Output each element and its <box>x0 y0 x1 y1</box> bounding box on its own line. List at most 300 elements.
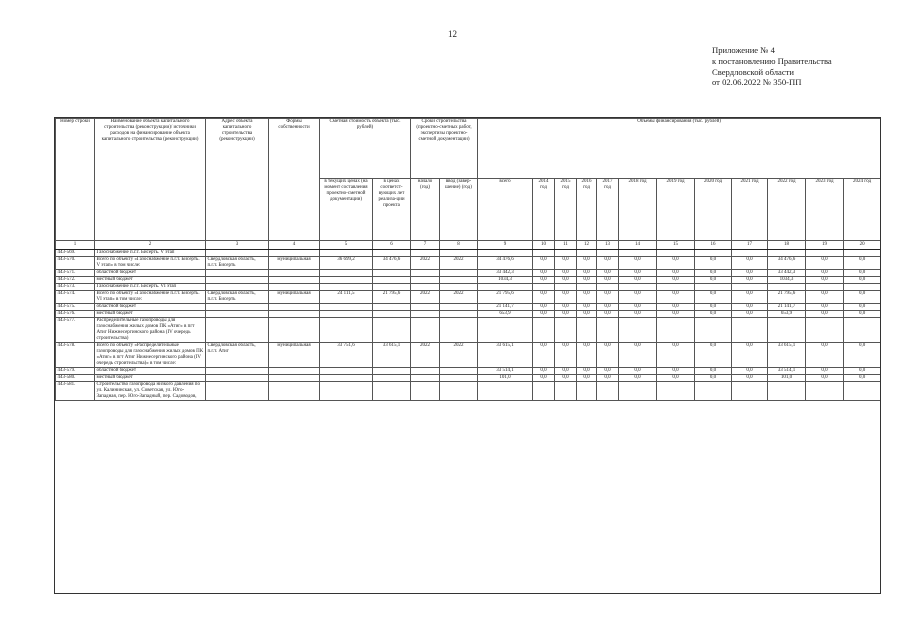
year-value-cell <box>657 284 695 291</box>
total-cell: 21 141,7 <box>478 304 533 311</box>
year-value-cell: 0,0 <box>597 343 619 368</box>
year-value-cell <box>619 382 657 401</box>
year-value-cell: 0,0 <box>533 304 555 311</box>
year-value-cell <box>695 284 732 291</box>
header-year: 2022 год <box>768 179 806 241</box>
row-number-cell: 443-570. <box>56 257 95 270</box>
header-year: 2015 год <box>555 179 577 241</box>
column-number: 1 <box>56 241 95 250</box>
total-cell <box>478 318 533 343</box>
total-cell <box>478 382 533 401</box>
year-value-cell <box>732 250 768 257</box>
header-total: всего <box>478 179 533 241</box>
financing-table-container <box>54 117 881 594</box>
address-cell: Свердловская область, п.г.т. Бисерть <box>206 291 269 304</box>
address-cell: Свердловская область, п.г.т. Атиг <box>206 343 269 368</box>
year-value-cell <box>806 318 844 343</box>
column-number: 15 <box>657 241 695 250</box>
year-value-cell <box>577 382 597 401</box>
appendix-line: от 02.06.2022 № 350-ПП <box>712 77 802 88</box>
year-value-cell: 0,0 <box>732 291 768 304</box>
year-value-cell: 0,0 <box>695 343 732 368</box>
year-value-cell <box>597 250 619 257</box>
year-value-cell: 0,0 <box>732 311 768 318</box>
total-cell: 33 615,1 <box>478 343 533 368</box>
year-value-cell: 0,0 <box>577 368 597 375</box>
year-value-cell: 0,0 <box>695 291 732 304</box>
address-cell <box>206 250 269 257</box>
cost-reality-cell <box>373 375 411 382</box>
cost-reality-cell: 34 476,6 <box>373 257 411 270</box>
year-value-cell: 0,0 <box>577 311 597 318</box>
year-value-cell <box>844 318 881 343</box>
cost-reality-cell <box>373 277 411 284</box>
header-object-name: Наименование объекта капитального строительства (реконструкции)/ источники расходов на финансирование объекта капитального строительства (реконструкции) <box>95 119 206 241</box>
year-value-cell: 0,0 <box>555 343 577 368</box>
year-value-cell: 0,0 <box>844 270 881 277</box>
total-cell <box>478 250 533 257</box>
year-value-cell: 0,0 <box>695 375 732 382</box>
object-name-cell: областной бюджет <box>95 304 206 311</box>
start-year-cell <box>411 311 440 318</box>
appendix-heading <box>712 45 897 88</box>
header-estimated-cost: Сметная стоимость объекта (тыс. рублей) <box>320 119 411 179</box>
cost-reality-cell <box>373 368 411 375</box>
table-row <box>56 375 881 382</box>
year-value-cell <box>555 382 577 401</box>
year-value-cell: 0,0 <box>657 343 695 368</box>
start-year-cell <box>411 277 440 284</box>
start-year-cell <box>411 382 440 401</box>
year-value-cell: 0,0 <box>619 375 657 382</box>
year-value-cell: 0,0 <box>695 304 732 311</box>
year-value-cell <box>533 250 555 257</box>
year-value-cell <box>533 284 555 291</box>
row-number-cell: 443-569. <box>56 250 95 257</box>
appendix-line: к постановлению Правительства <box>712 55 832 66</box>
header-ownership: Формы собственности <box>269 119 320 241</box>
column-number: 14 <box>619 241 657 250</box>
ownership-cell <box>269 311 320 318</box>
year-value-cell: 0,0 <box>806 375 844 382</box>
total-cell: 101,0 <box>478 375 533 382</box>
year-value-cell: 0,0 <box>695 311 732 318</box>
year-value-cell: 0,0 <box>619 277 657 284</box>
column-number: 7 <box>411 241 440 250</box>
header-address: Адрес объекта капитального строительства (реконструкции) <box>206 119 269 241</box>
address-cell <box>206 311 269 318</box>
year-value-cell: 0,0 <box>597 257 619 270</box>
object-name-cell: Распределительные газопроводы для газоснабжения жилых домов ПК «Атиг» в пгт Атиг Нижнесергинского района (IV очередь строительства) <box>95 318 206 343</box>
year-value-cell <box>577 284 597 291</box>
table-header <box>56 119 881 241</box>
year-value-cell: 0,0 <box>844 343 881 368</box>
year-value-cell <box>597 284 619 291</box>
year-value-cell <box>768 250 806 257</box>
year-value-cell <box>597 318 619 343</box>
ownership-cell <box>269 270 320 277</box>
year-value-cell: 0,0 <box>695 368 732 375</box>
year-value-cell: 0,0 <box>844 277 881 284</box>
cost-current-cell <box>320 368 373 375</box>
year-value-cell: 0,0 <box>577 291 597 304</box>
table-row <box>56 270 881 277</box>
year-value-cell: 33 442,3 <box>768 270 806 277</box>
column-number: 9 <box>478 241 533 250</box>
address-cell <box>206 368 269 375</box>
year-value-cell: 0,0 <box>732 304 768 311</box>
year-value-cell: 0,0 <box>577 257 597 270</box>
year-value-cell <box>619 318 657 343</box>
header-cost-reality: в ценах соответст-вующих лет реализа-ции проекта <box>373 179 411 241</box>
object-name-cell: местный бюджет <box>95 277 206 284</box>
start-year-cell <box>411 284 440 291</box>
end-year-cell <box>440 284 478 291</box>
end-year-cell: 2022 <box>440 291 478 304</box>
year-value-cell <box>533 382 555 401</box>
year-value-cell <box>619 250 657 257</box>
object-name-cell: Всего по объекту «Распределительные газопроводы для газоснабжения жилых домов ПК «Атиг» в пгт Атиг Нижнесергинского района (IV очередь строительства)» в том числе: <box>95 343 206 368</box>
year-value-cell: 653,9 <box>768 311 806 318</box>
year-value-cell: 0,0 <box>597 375 619 382</box>
year-value-cell: 0,0 <box>844 291 881 304</box>
year-value-cell: 0,0 <box>619 368 657 375</box>
year-value-cell: 0,0 <box>844 368 881 375</box>
year-value-cell: 101,0 <box>768 375 806 382</box>
year-value-cell: 0,0 <box>597 291 619 304</box>
year-value-cell: 0,0 <box>555 368 577 375</box>
year-value-cell: 0,0 <box>577 304 597 311</box>
column-number: 4 <box>269 241 320 250</box>
table-row <box>56 343 881 368</box>
address-cell <box>206 382 269 401</box>
column-number: 18 <box>768 241 806 250</box>
year-value-cell: 0,0 <box>695 257 732 270</box>
year-value-cell: 0,0 <box>732 368 768 375</box>
object-name-cell: Газоснабжение п.г.т. Бисерть. V этап <box>95 250 206 257</box>
year-value-cell <box>732 284 768 291</box>
year-value-cell: 0,0 <box>577 375 597 382</box>
column-number: 20 <box>844 241 881 250</box>
total-cell: 33 514,1 <box>478 368 533 375</box>
column-number: 12 <box>577 241 597 250</box>
year-value-cell: 0,0 <box>533 375 555 382</box>
cost-reality-cell <box>373 304 411 311</box>
cost-reality-cell <box>373 270 411 277</box>
year-value-cell: 0,0 <box>597 277 619 284</box>
year-value-cell: 0,0 <box>555 375 577 382</box>
object-name-cell: местный бюджет <box>95 375 206 382</box>
year-value-cell: 0,0 <box>533 257 555 270</box>
cost-current-cell <box>320 304 373 311</box>
year-value-cell: 0,0 <box>657 291 695 304</box>
year-value-cell: 0,0 <box>657 375 695 382</box>
header-year: 2021 год <box>732 179 768 241</box>
row-number-cell: 443-576. <box>56 311 95 318</box>
table-row <box>56 304 881 311</box>
year-value-cell: 0,0 <box>533 270 555 277</box>
header-terms: Сроки строительства (проектно-сметных работ, экспертизы проектно-сметной документации) <box>411 119 478 179</box>
table-row <box>56 318 881 343</box>
cost-reality-cell <box>373 250 411 257</box>
header-funding: Объемы финансирования (тыс. рублей) <box>478 119 881 179</box>
address-cell: Свердловская область, п.г.т. Бисерть <box>206 257 269 270</box>
year-value-cell <box>695 382 732 401</box>
year-value-cell: 0,0 <box>577 343 597 368</box>
header-year: 2016 год <box>577 179 597 241</box>
cost-current-cell <box>320 382 373 401</box>
year-value-cell: 0,0 <box>577 270 597 277</box>
year-value-cell: 0,0 <box>806 311 844 318</box>
year-value-cell <box>732 318 768 343</box>
year-value-cell <box>768 382 806 401</box>
year-value-cell: 0,0 <box>732 375 768 382</box>
year-value-cell <box>806 284 844 291</box>
year-value-cell: 0,0 <box>657 304 695 311</box>
year-value-cell <box>844 382 881 401</box>
year-value-cell: 0,0 <box>597 311 619 318</box>
year-value-cell: 0,0 <box>732 343 768 368</box>
start-year-cell: 2022 <box>411 257 440 270</box>
table-row <box>56 284 881 291</box>
column-number: 3 <box>206 241 269 250</box>
year-value-cell <box>657 250 695 257</box>
total-cell: 33 442,3 <box>478 270 533 277</box>
total-cell <box>478 284 533 291</box>
end-year-cell <box>440 311 478 318</box>
start-year-cell: 2022 <box>411 343 440 368</box>
header-year: 2019 год <box>657 179 695 241</box>
column-number: 8 <box>440 241 478 250</box>
year-value-cell <box>806 382 844 401</box>
object-name-cell: Всего по объекту «Газоснабжение п.г.т. Бисерть. V этап» в том числе: <box>95 257 206 270</box>
year-value-cell: 0,0 <box>619 311 657 318</box>
row-number-cell: 443-580. <box>56 375 95 382</box>
address-cell <box>206 270 269 277</box>
year-value-cell <box>619 284 657 291</box>
year-value-cell: 0,0 <box>555 257 577 270</box>
year-value-cell: 0,0 <box>844 311 881 318</box>
column-number: 16 <box>695 241 732 250</box>
start-year-cell: 2022 <box>411 291 440 304</box>
year-value-cell: 0,0 <box>806 368 844 375</box>
appendix-line: Свердловской области <box>712 66 795 77</box>
ownership-cell: муниципальная <box>269 343 320 368</box>
column-number-row <box>56 241 881 250</box>
ownership-cell <box>269 277 320 284</box>
cost-current-cell <box>320 250 373 257</box>
column-number: 19 <box>806 241 844 250</box>
header-start: начало (год) <box>411 179 440 241</box>
year-value-cell: 0,0 <box>533 368 555 375</box>
year-value-cell: 0,0 <box>844 257 881 270</box>
table-row <box>56 250 881 257</box>
table-body <box>56 241 881 401</box>
row-number-cell: 443-575. <box>56 304 95 311</box>
end-year-cell <box>440 368 478 375</box>
header-year: 2023 год <box>806 179 844 241</box>
end-year-cell <box>440 375 478 382</box>
ownership-cell <box>269 304 320 311</box>
year-value-cell: 0,0 <box>619 304 657 311</box>
year-value-cell: 0,0 <box>597 368 619 375</box>
year-value-cell: 0,0 <box>555 291 577 304</box>
column-number: 5 <box>320 241 373 250</box>
year-value-cell: 0,0 <box>619 291 657 304</box>
year-value-cell: 0,0 <box>533 277 555 284</box>
address-cell <box>206 318 269 343</box>
year-value-cell: 0,0 <box>597 304 619 311</box>
column-number: 13 <box>597 241 619 250</box>
year-value-cell: 21 141,7 <box>768 304 806 311</box>
table-row <box>56 277 881 284</box>
year-value-cell: 1034,3 <box>768 277 806 284</box>
year-value-cell <box>806 250 844 257</box>
year-value-cell: 0,0 <box>619 257 657 270</box>
column-number: 2 <box>95 241 206 250</box>
year-value-cell: 0,0 <box>577 277 597 284</box>
table-row <box>56 368 881 375</box>
object-name-cell: Газоснабжение п.г.т. Бисерть. VI этап <box>95 284 206 291</box>
ownership-cell <box>269 375 320 382</box>
year-value-cell <box>844 284 881 291</box>
year-value-cell: 0,0 <box>732 257 768 270</box>
end-year-cell <box>440 304 478 311</box>
year-value-cell: 33 514,1 <box>768 368 806 375</box>
year-value-cell: 0,0 <box>732 270 768 277</box>
year-value-cell: 0,0 <box>533 311 555 318</box>
year-value-cell: 21 795,6 <box>768 291 806 304</box>
start-year-cell <box>411 270 440 277</box>
address-cell <box>206 284 269 291</box>
year-value-cell <box>597 382 619 401</box>
year-value-cell <box>768 284 806 291</box>
year-value-cell <box>695 250 732 257</box>
table-row <box>56 291 881 304</box>
year-value-cell: 0,0 <box>657 270 695 277</box>
start-year-cell <box>411 250 440 257</box>
table-row <box>56 257 881 270</box>
ownership-cell <box>269 382 320 401</box>
end-year-cell <box>440 382 478 401</box>
end-year-cell <box>440 270 478 277</box>
object-name-cell: Строительство газопровода низкого давления по ул. Калининская, ул. Советская, ул. Юго-Западная, пер. Юго-Западный, пер. Садоводов, <box>95 382 206 401</box>
year-value-cell <box>555 250 577 257</box>
end-year-cell <box>440 277 478 284</box>
cost-current-cell <box>320 311 373 318</box>
header-row-number: Номер строки <box>56 119 95 241</box>
year-value-cell <box>577 318 597 343</box>
address-cell <box>206 304 269 311</box>
cost-reality-cell: 33 615,1 <box>373 343 411 368</box>
year-value-cell: 0,0 <box>695 270 732 277</box>
cost-reality-cell <box>373 382 411 401</box>
end-year-cell: 2022 <box>440 343 478 368</box>
year-value-cell: 0,0 <box>806 277 844 284</box>
year-value-cell: 0,0 <box>806 257 844 270</box>
address-cell <box>206 277 269 284</box>
year-value-cell <box>768 318 806 343</box>
year-value-cell: 0,0 <box>806 291 844 304</box>
year-value-cell: 0,0 <box>597 270 619 277</box>
cost-reality-cell <box>373 318 411 343</box>
cost-current-cell <box>320 277 373 284</box>
year-value-cell: 0,0 <box>533 291 555 304</box>
object-name-cell: областной бюджет <box>95 270 206 277</box>
ownership-cell: муниципальная <box>269 257 320 270</box>
year-value-cell: 0,0 <box>555 304 577 311</box>
start-year-cell <box>411 368 440 375</box>
year-value-cell <box>695 318 732 343</box>
cost-current-cell <box>320 318 373 343</box>
year-value-cell <box>577 250 597 257</box>
header-cost-current: в текущих ценах (на момент составления проектно-сметной документации) <box>320 179 373 241</box>
row-number-cell: 443-571. <box>56 270 95 277</box>
year-value-cell: 0,0 <box>657 368 695 375</box>
row-number-cell: 443-579. <box>56 368 95 375</box>
end-year-cell <box>440 250 478 257</box>
object-name-cell: местный бюджет <box>95 311 206 318</box>
header-commissioning: ввод (завер-шение) (год) <box>440 179 478 241</box>
column-number: 10 <box>533 241 555 250</box>
row-number-cell: 443-574. <box>56 291 95 304</box>
row-number-cell: 443-573. <box>56 284 95 291</box>
year-value-cell: 0,0 <box>555 270 577 277</box>
start-year-cell <box>411 318 440 343</box>
column-number: 17 <box>732 241 768 250</box>
object-name-cell: Всего по объекту «Газоснабжение п.г.т. Бисерть. VI этап» в том числе: <box>95 291 206 304</box>
financing-table <box>55 118 881 401</box>
year-value-cell: 34 476,6 <box>768 257 806 270</box>
year-value-cell: 0,0 <box>555 277 577 284</box>
start-year-cell <box>411 375 440 382</box>
cost-reality-cell <box>373 284 411 291</box>
row-number-cell: 443-578. <box>56 343 95 368</box>
cost-current-cell <box>320 284 373 291</box>
year-value-cell <box>555 318 577 343</box>
header-year: 2024 год <box>844 179 881 241</box>
row-number-cell: 443-577. <box>56 318 95 343</box>
end-year-cell <box>440 318 478 343</box>
header-year: 2020 год <box>695 179 732 241</box>
total-cell: 653,9 <box>478 311 533 318</box>
ownership-cell <box>269 284 320 291</box>
year-value-cell: 0,0 <box>806 304 844 311</box>
header-year: 2017 год <box>597 179 619 241</box>
year-value-cell: 0,0 <box>695 277 732 284</box>
year-value-cell: 0,0 <box>806 270 844 277</box>
year-value-cell <box>533 318 555 343</box>
year-value-cell: 0,0 <box>732 277 768 284</box>
year-value-cell: 0,0 <box>533 343 555 368</box>
object-name-cell: областной бюджет <box>95 368 206 375</box>
cost-current-cell <box>320 270 373 277</box>
cost-current-cell <box>320 375 373 382</box>
header-year: 2018 год <box>619 179 657 241</box>
year-value-cell <box>732 382 768 401</box>
cost-current-cell: 33 751,6 <box>320 343 373 368</box>
year-value-cell: 0,0 <box>619 343 657 368</box>
year-value-cell: 0,0 <box>657 311 695 318</box>
ownership-cell <box>269 368 320 375</box>
cost-reality-cell <box>373 311 411 318</box>
address-cell <box>206 375 269 382</box>
header-year: 2014 год <box>533 179 555 241</box>
year-value-cell: 0,0 <box>657 277 695 284</box>
total-cell: 21 795,6 <box>478 291 533 304</box>
year-value-cell: 33 615,1 <box>768 343 806 368</box>
row-number-cell: 443-572. <box>56 277 95 284</box>
